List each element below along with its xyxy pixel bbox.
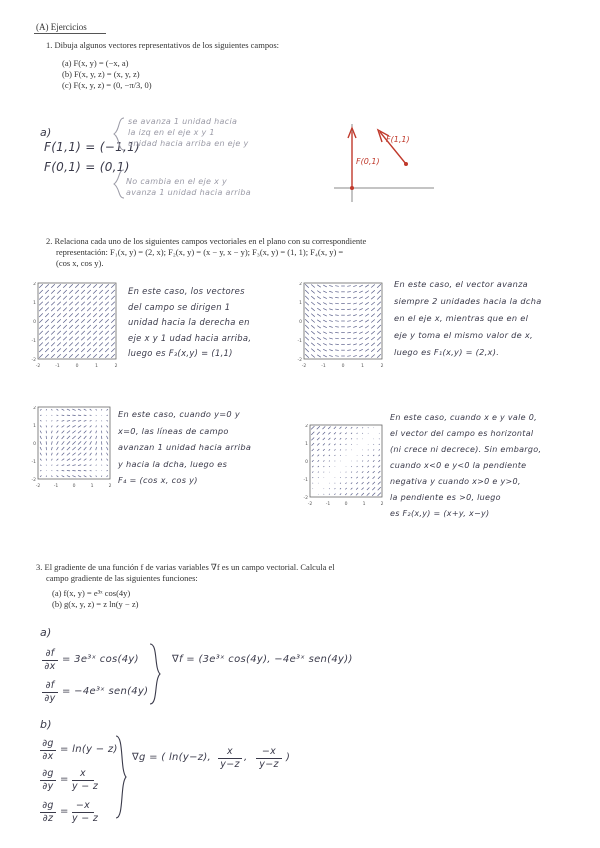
field-arrow [373, 444, 374, 445]
ex2-answer-line: En este caso, cuando x e y vale 0, [390, 413, 537, 422]
ex2-answer-line: la pendiente es >0, luego [390, 493, 501, 502]
ex2-answer-line: cuando x<0 e y<0 la pendiente [390, 461, 527, 470]
fraction-top: ∂f [42, 680, 58, 693]
ex2-answer-line: es F₂(x,y) = (x+y, x−y) [390, 509, 490, 518]
y-tick-label: -2 [31, 358, 36, 363]
ex2-answer-line: y hacia la dcha, luego es [118, 458, 228, 469]
vector-field-plot-f1 [296, 282, 384, 368]
ex3-a-brace [146, 642, 166, 706]
field-arrow [312, 483, 313, 484]
x-tick-label: 2 [380, 502, 384, 506]
ex3-b-dgdx-value: = ln(y − z) [60, 744, 118, 755]
field-arrow [346, 472, 347, 473]
ex1-note2 [126, 176, 251, 198]
fraction-top: ∂f [42, 648, 58, 661]
x-tick-label: -2 [35, 364, 41, 368]
plot-frame [310, 425, 382, 497]
x-tick-label: 0 [75, 364, 79, 368]
ex2-answer-3 [118, 406, 251, 489]
ex2-answer-line: En este caso, el vector avanza [394, 279, 528, 289]
ex1-note1-line: se avanza 1 unidad hacia [128, 117, 238, 126]
field-arrow [346, 450, 347, 451]
x-tick-label: 2 [114, 364, 118, 368]
ex2-answer-line: negativa y cuando x>0 e y>0, [390, 477, 521, 486]
field-arrow [329, 466, 330, 467]
ex3-b-label: b) [40, 718, 52, 731]
ex2-statement-line: (cos x, cos y). [56, 258, 104, 268]
ex3-item-a: (a) f(x, y) = e³ˣ cos(4y) [52, 588, 131, 598]
ex3-a-gradient: ∇f = (3e³ˣ cos(4y), −4e³ˣ sen(4y)) [172, 654, 353, 665]
x-tick-label: 1 [362, 502, 366, 506]
ex2-answer-1 [128, 284, 251, 362]
ex3-b-dgdy-value [72, 768, 99, 793]
field-arrow [368, 450, 369, 451]
field-arrow [368, 427, 369, 428]
fraction-top: ∂g [40, 768, 56, 781]
field-arrow [362, 433, 363, 434]
y-tick-label: -2 [31, 478, 36, 483]
ex2-answer-line: x=0, las líneas de campo [118, 425, 229, 436]
x-tick-label: 1 [361, 364, 364, 368]
field-arrow [357, 461, 358, 462]
y-tick-label: -1 [31, 339, 36, 344]
vec-label-2: F(0,1) [356, 157, 380, 166]
y-tick-label: 2 [299, 282, 302, 287]
ex1-items [62, 58, 152, 91]
ex2-answer-4 [390, 410, 541, 522]
y-tick-label: -2 [297, 358, 302, 363]
y-tick-label: 1 [33, 301, 36, 306]
ex1-note1-line: la izq en el eje x y 1 [128, 128, 215, 137]
ex2-answer-line: unidad hacia la derecha en [128, 317, 250, 327]
y-tick-label: 0 [305, 460, 308, 465]
y-tick-label: -2 [303, 496, 308, 501]
vector-field-plot-f4 [30, 406, 112, 488]
equals-sign: = [60, 774, 69, 785]
field-arrow [379, 439, 380, 440]
ex2-answer-line: luego es F₁(x,y) = (2,x). [394, 347, 500, 357]
field-arrow [324, 494, 325, 495]
x-tick-label: 2 [380, 364, 384, 368]
ex2-answer-line: En este caso, cuando y=0 y [118, 409, 240, 419]
y-tick-label: 1 [299, 301, 302, 306]
fraction-bottom: y−z [259, 759, 279, 770]
point-dot [404, 162, 408, 166]
ex3-a-dfdx [42, 648, 58, 673]
ex3-b-gradient-term3 [256, 746, 282, 771]
origin-dot [350, 186, 354, 190]
x-tick-label: 1 [95, 364, 98, 368]
ex3-a-label: a) [40, 626, 52, 639]
x-tick-label: -1 [325, 502, 331, 506]
equals-sign: = [60, 806, 69, 817]
comma-separator: , [244, 752, 248, 763]
x-tick-label: -1 [53, 484, 59, 488]
field-arrow [357, 439, 358, 440]
y-tick-label: 1 [305, 442, 308, 447]
fraction-bottom: y − z [72, 781, 99, 792]
ex3-b-dgdz [40, 800, 56, 825]
ex1-item-b: (b) F(x, y, z) = (x, y, z) [62, 69, 140, 79]
vector-field-plot-f2 [302, 424, 384, 506]
y-tick-label: -1 [303, 478, 308, 483]
field-arrow [340, 455, 341, 456]
ex2-answer-line: del campo se dirigen 1 [128, 301, 231, 312]
ex2-answer-line: siempre 2 unidades hacia la dcha [394, 296, 542, 306]
fraction-top: ∂g [40, 800, 56, 813]
ex2-statement [46, 236, 366, 269]
header-underline [34, 33, 106, 34]
ex3-statement [36, 562, 335, 584]
ex2-answer-line: En este caso, los vectores [128, 286, 245, 296]
ex2-answer-line: eje y toma el mismo valor de x, [394, 330, 533, 340]
field-arrow [340, 477, 341, 478]
x-tick-label: 0 [341, 364, 345, 368]
x-tick-label: 1 [90, 484, 94, 488]
ex2-answer-line: avanzan 1 unidad hacia arriba [118, 442, 252, 452]
ex1-answer-label: a) [40, 126, 52, 139]
ex1-item-c: (c) F(x, y, z) = (0, −π/3, 0) [62, 80, 152, 90]
ex3-statement-line: campo gradiente de las siguientes funciones: [46, 573, 198, 583]
y-tick-label: -1 [31, 460, 36, 465]
x-tick-label: -1 [55, 364, 60, 368]
fraction-bottom: ∂x [42, 751, 54, 762]
ex3-b-dgdy [40, 768, 56, 793]
fraction-top: ∂g [40, 738, 56, 751]
ex2-answer-2 [394, 276, 542, 361]
ex2-answer-line: eje x y 1 udad hacia arriba, [128, 332, 252, 343]
vector-field-plot-f3 [30, 282, 118, 368]
section-header: (A) Ejercicios [36, 22, 87, 32]
ex3-b-brace [112, 734, 132, 820]
ex1-vector-diagram [330, 118, 440, 208]
field-arrow [362, 455, 363, 456]
ex1-statement: 1. Dibuja algunos vectores representativos de los siguientes campos: [46, 40, 279, 50]
y-tick-label: -1 [297, 339, 302, 344]
ex2-answer-line: el vector del campo es horizontal [390, 429, 534, 438]
fraction-bottom: ∂z [42, 813, 54, 824]
fraction-top: x [72, 768, 94, 781]
y-tick-label: 0 [33, 442, 36, 447]
fraction-top: −x [72, 800, 94, 813]
ex2-answer-line: F₄ = (cos x, cos y) [118, 475, 198, 485]
fraction-bottom: y−z [220, 759, 240, 770]
ex1-note1-line: unidad hacia arriba en eje y [128, 139, 249, 148]
x-tick-label: 0 [344, 502, 348, 506]
field-arrow [329, 488, 330, 489]
ex2-answer-line: en el eje x, mientras que en el [394, 313, 529, 323]
y-tick-label: 1 [33, 424, 36, 429]
x-tick-label: 0 [72, 484, 76, 488]
ex2-answer-line: (ni crece ni decrece). Sin embargo, [390, 445, 542, 454]
field-arrow [324, 472, 325, 473]
ex3-b-dgdz-value [72, 800, 99, 825]
ex1-braces [108, 112, 132, 204]
y-tick-label: 0 [33, 320, 36, 325]
ex3-a-dfdx-value: = 3e³ˣ cos(4y) [62, 654, 139, 665]
ex3-b-dgdx [40, 738, 56, 763]
ex1-note1 [128, 116, 249, 149]
y-tick-label: 2 [33, 282, 36, 287]
x-tick-label: -2 [301, 364, 307, 368]
ex3-a-dfdy-value: = −4e³ˣ sen(4y) [62, 686, 149, 697]
ex3-b-gradient-lhs: ∇g = ( ln(y−z), [132, 752, 211, 763]
x-tick-label: -1 [321, 364, 326, 368]
ex2-statement-line: 2. Relaciona cada uno de los siguientes campos vectoriales en el plano con su correspondiente [46, 236, 367, 246]
fraction-bottom: ∂y [44, 693, 56, 704]
ex3-items [52, 588, 138, 610]
y-tick-label: 0 [299, 320, 302, 325]
fraction-bottom: y − z [72, 813, 99, 824]
ex1-eq2: F(0,1) = (0,1) [44, 160, 130, 174]
vec-label-1: F(1,1) [386, 135, 410, 144]
ex1-item-a: (a) F(x, y) = (−x, a) [62, 58, 129, 68]
ex3-statement-line: 3. El gradiente de una función f de varias variables ∇f es un campo vectorial. Calcula el [36, 562, 335, 572]
x-tick-label: -2 [35, 484, 41, 488]
ex1-note2-line: No cambia en el eje x y [126, 177, 228, 186]
fraction-bottom: ∂x [44, 661, 56, 672]
ex3-item-b: (b) g(x, y, z) = z ln(y − z) [52, 599, 139, 609]
field-arrow [335, 483, 336, 484]
ex1-note2-line: avanza 1 unidad hacia arriba [126, 188, 251, 197]
ex2-answer-line: luego es F₃(x,y) = (1,1) [128, 348, 233, 358]
field-arrow [335, 461, 336, 462]
fraction-bottom: ∂y [42, 781, 54, 792]
y-tick-label: 2 [33, 406, 36, 411]
y-tick-label: 2 [305, 424, 308, 429]
field-arrow [318, 477, 319, 478]
ex1-eq1: F(1,1) = (−1,1) [44, 140, 141, 154]
x-tick-label: 2 [108, 484, 112, 488]
ex3-b-gradient-term2 [218, 746, 242, 771]
field-arrow [351, 444, 352, 445]
ex3-b-gradient-end: ) [286, 752, 291, 763]
ex2-statement-line: representación: F₁(x, y) = (2, x); F₂(x, y) = (x − y, x − y); F₃(x, y) = (1, 1); F₄(x, y) = [56, 247, 344, 257]
ex3-a-dfdy [42, 680, 58, 705]
fraction-top: x [218, 746, 242, 759]
fraction-top: −x [256, 746, 282, 759]
x-tick-label: -2 [307, 502, 313, 506]
field-arrow [351, 466, 352, 467]
